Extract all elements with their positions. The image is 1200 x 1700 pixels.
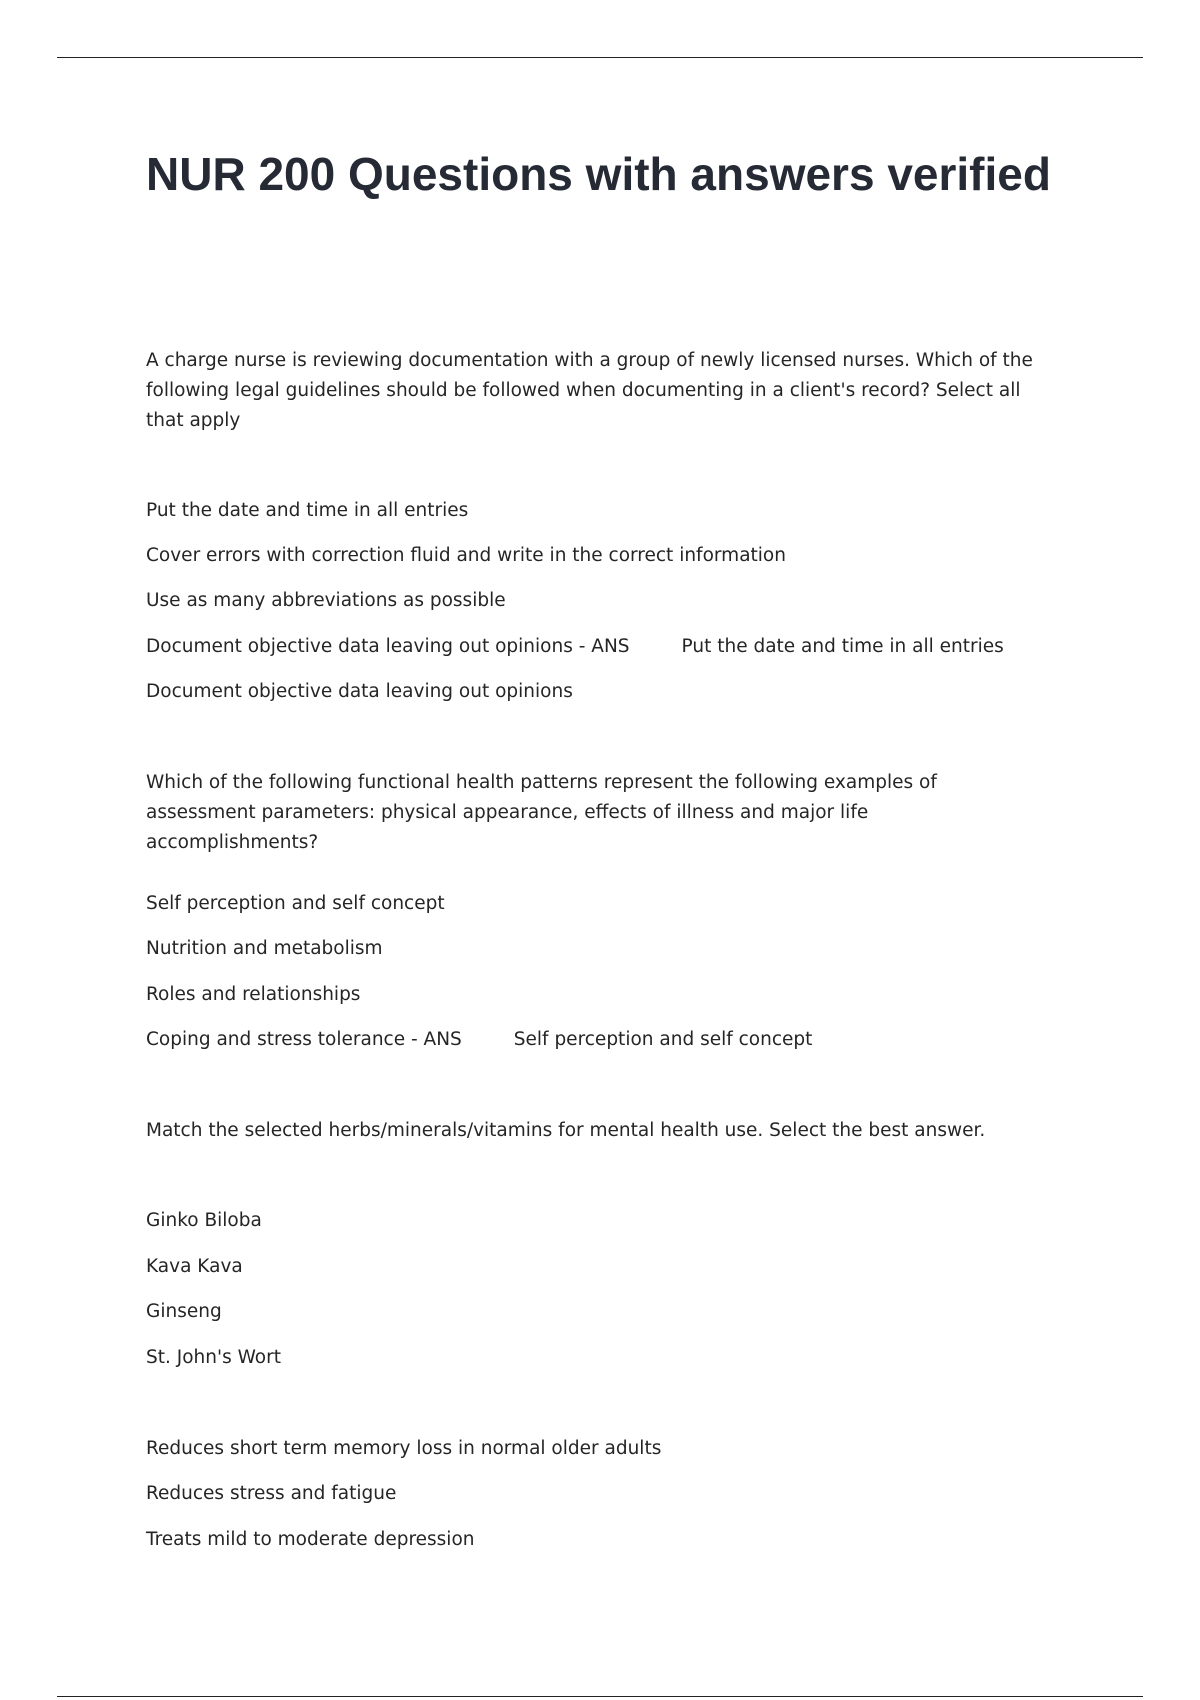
question-2-option-3: Roles and relationships	[146, 984, 361, 1005]
question-1-text: A charge nurse is reviewing documentation with a group of newly licensed nurses. Which of the following legal guidelines should be followed when documenting in a client's record? Select all that apply	[146, 350, 1033, 431]
question-1-option-2: Cover errors with correction fluid and write in the correct information	[146, 545, 786, 566]
question-2-option-4: Coping and stress tolerance - ANS	[146, 1029, 462, 1050]
question-1-answer-1: Put the date and time in all entries	[681, 636, 1004, 657]
question-2-option-1: Self perception and self concept	[146, 893, 445, 914]
use-item-3: Treats mild to moderate depression	[146, 1529, 475, 1550]
question-1-option-1: Put the date and time in all entries	[146, 500, 469, 521]
question-2-option-2: Nutrition and metabolism	[146, 938, 383, 959]
question-1-answer-row	[146, 632, 1004, 662]
question-2-text: Which of the following functional health patterns represent the following examples of assessment parameters: physical appearance, effects of illness and major life accomplishments?	[146, 772, 937, 853]
herb-item-3: Ginseng	[146, 1301, 222, 1322]
use-item-1: Reduces short term memory loss in normal older adults	[146, 1438, 662, 1459]
herb-item-2: Kava Kava	[146, 1256, 243, 1277]
document-title: NUR 200 Questions with answers verified	[146, 148, 1051, 200]
question-2-answer-row	[146, 1025, 812, 1055]
question-2-answer: Self perception and self concept	[513, 1029, 813, 1050]
question-1-option-4: Document objective data leaving out opinions - ANS	[146, 636, 630, 657]
use-item-2: Reduces stress and fatigue	[146, 1483, 397, 1504]
top-divider	[57, 57, 1143, 58]
herb-item-1: Ginko Biloba	[146, 1210, 262, 1231]
herb-item-4: St. John's Wort	[146, 1347, 281, 1368]
question-3-text: Match the selected herbs/minerals/vitamins for mental health use. Select the best answer.	[146, 1120, 986, 1141]
bottom-divider	[57, 1696, 1143, 1697]
question-1-answer-2: Document objective data leaving out opinions	[146, 681, 573, 702]
question-1-option-3: Use as many abbreviations as possible	[146, 590, 506, 611]
